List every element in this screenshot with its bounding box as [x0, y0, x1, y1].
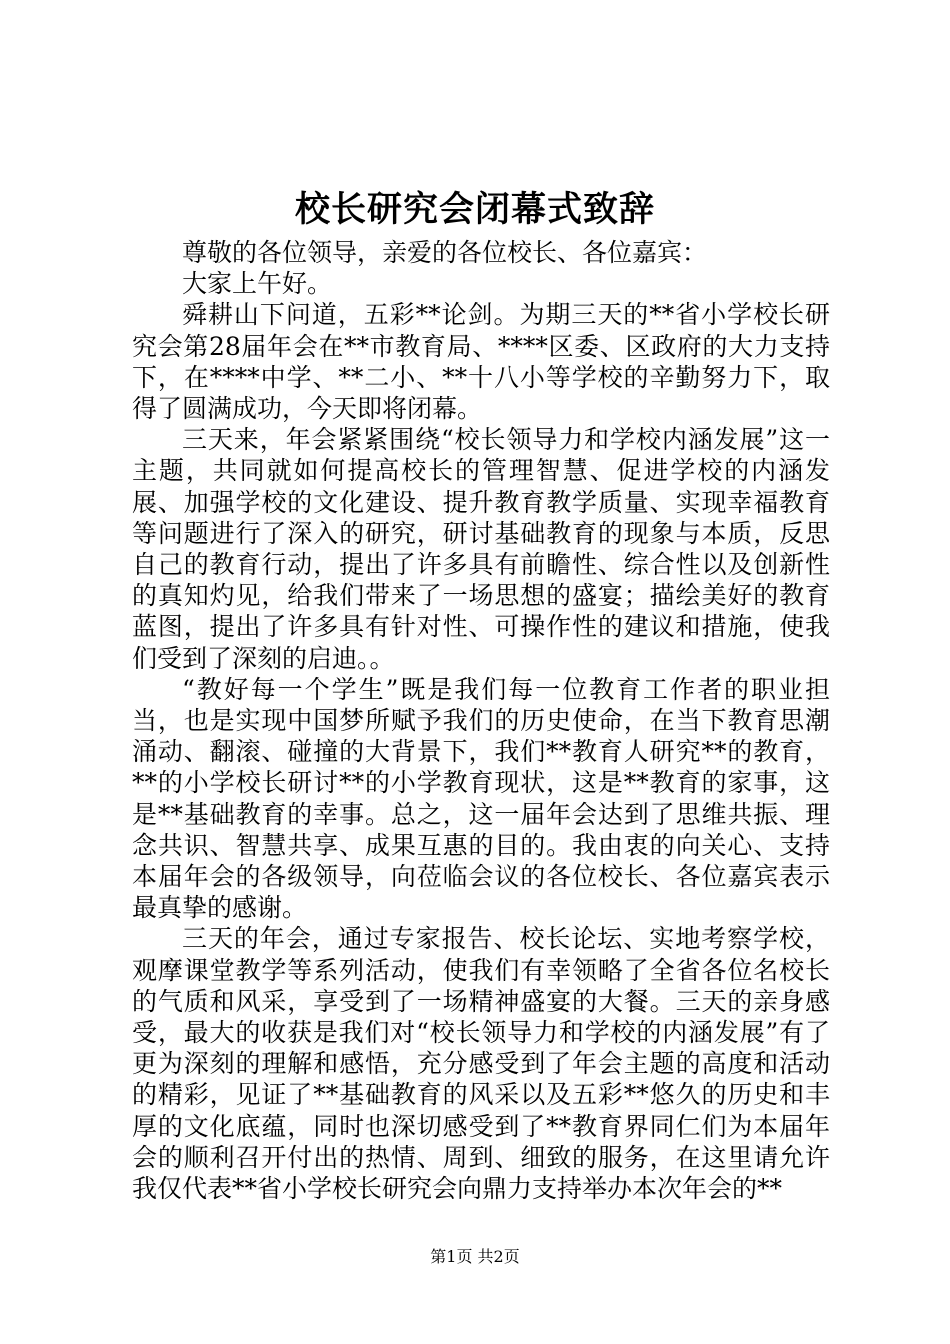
body-paragraph: “教好每一个学生”既是我们每一位教育工作者的职业担当，也是实现中国梦所赋予我们的历史使命，在当下教育思潮涌动、翻滚、碰撞的大背景下，我们**教育人研究**的教育，**的小学校长研讨**的小学教育现状，这是**教育的家事，这是**基础教育的幸事。总之，这一届年会达到了思维共振、理念共识、智慧共享、成果互惠的目的。我由衷的向关心、支持本届年会的各级领导，向莅临会议的各位校长、各位嘉宾表示最真挚的感谢。: [132, 674, 830, 923]
body-paragraph: 三天来，年会紧紧围绕“校长领导力和学校内涵发展”这一主题，共同就如何提高校长的管理智慧、促进学校的内涵发展、加强学校的文化建设、提升教育教学质量、实现幸福教育等问题进行了深入的研究，研讨基础教育的现象与本质，反思自己的教育行动，提出了许多具有前瞻性、综合性以及创新性的真知灼见，给我们带来了一场思想的盛宴；描绘美好的教育蓝图，提出了许多具有针对性、可操作性的建议和措施，使我们受到了深刻的启迪。。: [132, 425, 830, 673]
salutation-paragraph: 尊敬的各位领导，亲爱的各位校长、各位嘉宾：: [182, 238, 708, 267]
greeting-paragraph: 大家上午好。: [182, 269, 333, 299]
page-number-footer: 第1页 共2页: [430, 1247, 520, 1266]
body-paragraph: 三天的年会，通过专家报告、校长论坛、实地考察学校，观摩课堂教学等系列活动，使我们有幸领略了全省各位名校长的气质和风采，享受到了一场精神盛宴的大餐。三天的亲身感受，最大的收获是我们对“校长领导力和学校的内涵发展”有了更为深刻的理解和感悟，充分感受到了年会主题的高度和活动的精彩，见证了**基础教育的风采以及五彩**悠久的历史和丰厚的文化底蕴，同时也深切感受到了**教育界同仁们为本届年会的顺利召开付出的热情、周到、细致的服务，在这里请允许我仅代表**省小学校长研究会向鼎力支持举办本次年会的**: [132, 924, 830, 1204]
document-title: 校长研究会闭幕式致辞: [294, 189, 655, 230]
document-body: [132, 237, 830, 1204]
body-paragraph: 舜耕山下问道，五彩**论剑。为期三天的**省小学校长研究会第28届年会在**市教育局、****区委、区政府的大力支持下，在****中学、**二小、**十八小等学校的辛勤努力下，取得了圆满成功，今天即将闭幕。: [132, 300, 830, 424]
